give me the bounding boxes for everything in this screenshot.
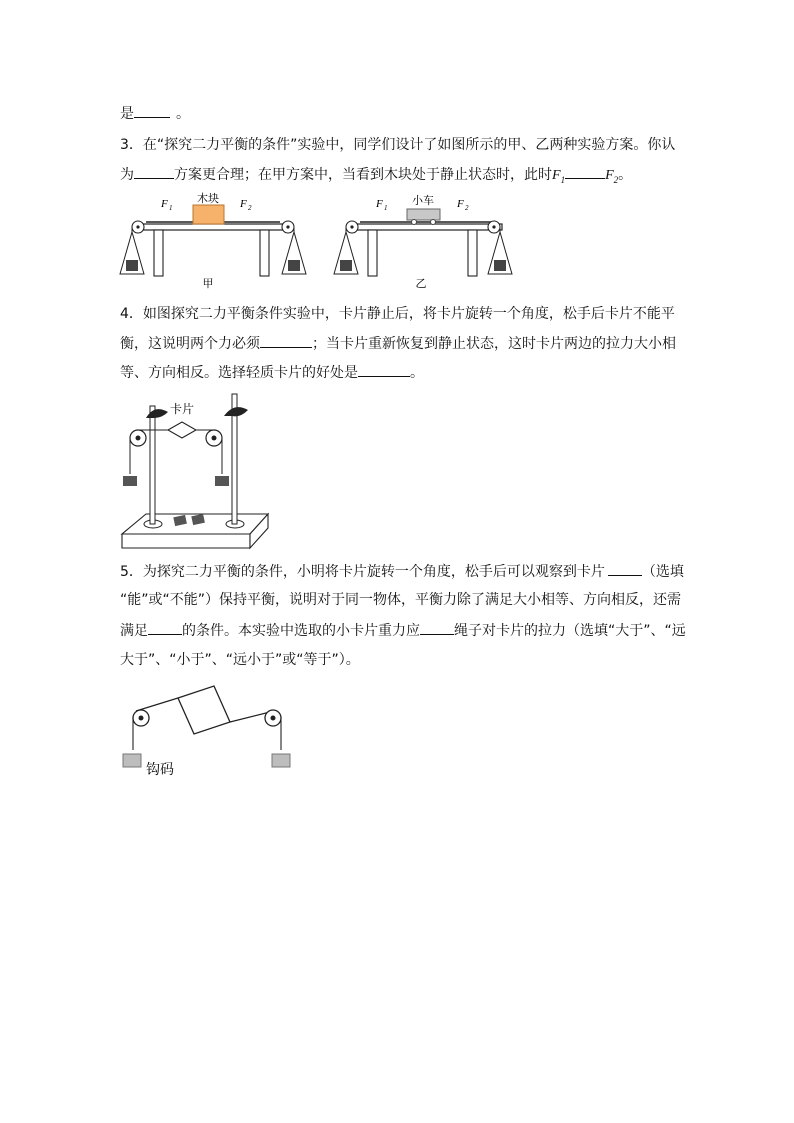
top-text: 是 [120,106,134,122]
weight-icon [288,260,300,271]
figure-caption: 乙 [415,277,427,290]
q5-text-e: 绳子对卡片的拉力（选填“大于”、“远 [454,623,686,639]
figure-q5-rotated-card [118,676,318,780]
q5-text-b: （选填 [641,564,684,580]
f1-sub: 1 [169,204,173,212]
f1-label: F [376,198,383,210]
q4-line2 [120,333,676,354]
cart [407,209,440,220]
weight-icon [340,260,352,271]
table-leg [368,230,377,276]
answer-blank[interactable] [260,333,312,348]
wood-block-label: 木块 [197,192,219,205]
figure-q4-card-apparatus [118,388,278,554]
figure-yi [332,190,522,290]
q4-text-b: ；当卡片重新恢复到静止状态，这时卡片两边的拉力大小相 [312,336,676,352]
answer-blank[interactable] [148,620,182,635]
wood-block [193,205,224,224]
cart-label: 小车 [412,194,434,207]
q5-text-d: 的条件。本实验中选取的小卡片重力应 [182,623,420,639]
q3-f1: F [552,168,561,183]
cart-wheel-icon [412,220,417,225]
q3-text-a: 为 [120,167,134,183]
q3-f1-sub: 1 [560,174,566,185]
q5-line3 [120,620,686,641]
weight-icon [126,260,138,271]
answer-blank[interactable] [134,164,174,179]
q4-text-c: 等、方向相反。选择轻质卡片的好处是 [120,365,358,381]
f1-label: F [161,198,168,210]
answer-blank[interactable] [420,620,454,635]
answer-blank[interactable] [608,561,642,576]
f2-label: F [240,198,247,210]
figure-jia [118,190,308,290]
q3-f2: F [605,168,614,183]
card [168,422,196,438]
answer-blank[interactable] [565,164,605,179]
f2-sub: 2 [248,204,252,212]
q5-text-a: 5．为探究二力平衡的条件，小明将卡片旋转一个角度，松手后可以观察到卡片 [120,564,605,580]
table-top [352,224,502,230]
clamp-icon [224,407,248,416]
f2-label: F [457,198,464,210]
answer-blank[interactable] [358,362,410,377]
top-period: 。 [176,106,190,122]
q5-line4: 大于”、“小于”、“远小于”或“等于”）。 [120,652,360,668]
top-line [120,103,190,124]
q5-line1 [120,561,684,582]
answer-blank[interactable] [134,103,170,118]
weight-icon [215,476,229,486]
q3-end: 。 [618,167,633,183]
weight-icon [272,754,290,767]
q3-line2 [120,164,632,190]
clamp-icon [146,409,168,418]
f1-sub: 1 [384,204,388,212]
card [178,686,230,734]
table-top [138,224,288,230]
weight-icon [123,754,141,767]
q3-text-b: 方案更合理；在甲方案中，当看到木块处于静止状态时，此时 [174,167,552,183]
q4-line3 [120,362,424,383]
stand-rod [150,406,155,524]
weight-icon [494,260,506,271]
card-label: 卡片 [169,402,195,416]
figure-caption: 甲 [202,277,214,290]
q3-line1: 3．在“探究二力平衡的条件”实验中，同学们设计了如图所示的甲、乙两种实验方案。你认 [120,137,676,153]
q5-text-c: 满足 [120,623,148,639]
table-leg [468,230,477,276]
f2-sub: 2 [465,204,469,212]
q4-text-a: 衡，这说明两个力必须 [120,336,260,352]
table-leg [154,230,163,276]
table-leg [260,230,269,276]
cart-wheel-icon [431,220,436,225]
weight-label: 钩码 [146,762,174,778]
q4-text-d: 。 [410,365,424,381]
q5-line2: “能”或“不能”）保持平衡，说明对于同一物体，平衡力除了满足大小相等、方向相反，还需 [120,592,682,608]
q4-line1: 4．如图探究二力平衡条件实验中，卡片静止后，将卡片旋转一个角度，松手后卡片不能平 [120,306,675,322]
weight-icon [123,476,137,486]
q3-f2-sub: 2 [613,174,619,185]
